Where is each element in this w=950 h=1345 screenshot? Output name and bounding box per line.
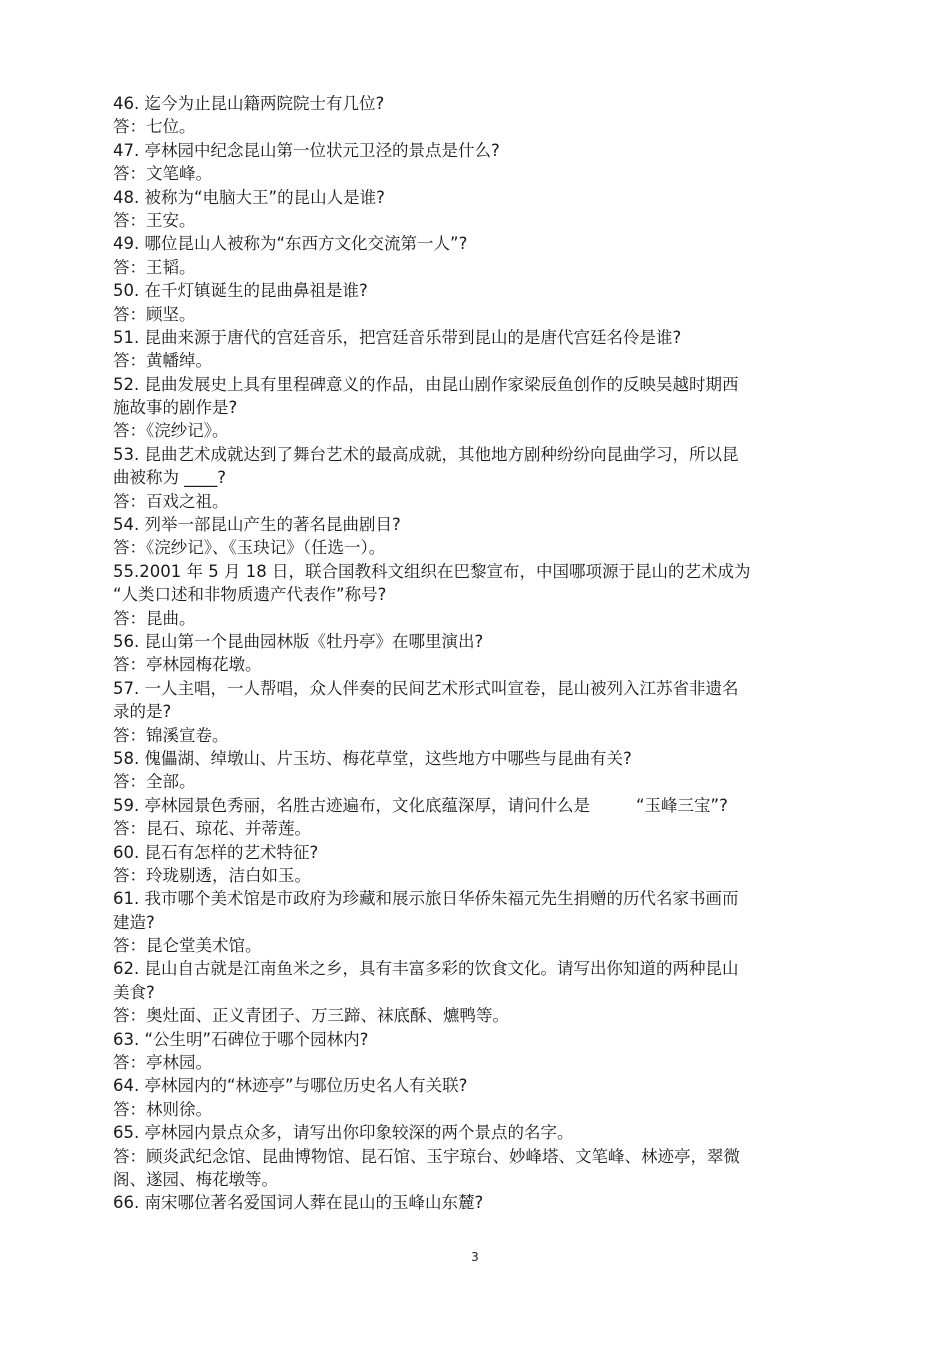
question-54: 54. 列举一部昆山产生的著名昆曲剧目? — [113, 515, 401, 535]
question-57-line-2: 录的是? — [113, 702, 172, 722]
answer-49: 答：王韬。 — [113, 257, 196, 277]
question-49: 49. 哪位昆山人被称为“东西方文化交流第一人”? — [113, 234, 468, 254]
question-48: 48. 被称为“电脑大王”的昆山人是谁? — [113, 187, 385, 207]
answer-47: 答：文笔峰。 — [113, 164, 212, 184]
page-number: 3 — [471, 1250, 479, 1264]
question-59-tail: “玉峰三宝”? — [636, 795, 728, 815]
question-52-line-2: 施故事的剧作是? — [113, 398, 238, 418]
question-59 — [113, 794, 813, 817]
question-59-text: 59. 亭林园景色秀丽，名胜古迹遍布，文化底蕴深厚，请问什么是 — [113, 795, 590, 815]
answer-54: 答：《浣纱记》、《玉玦记》（任选一）。 — [113, 538, 386, 558]
answer-48: 答：王安。 — [113, 210, 196, 230]
qa-content — [113, 92, 813, 1215]
question-65: 65. 亭林园内景点众多，请写出你印象较深的两个景点的名字。 — [113, 1123, 574, 1143]
answer-65-line-2: 阁、遂园、梅花墩等。 — [113, 1169, 278, 1189]
answer-61: 答：昆仑堂美术馆。 — [113, 936, 262, 956]
answer-63: 答：亭林园。 — [113, 1053, 212, 1073]
question-61-line-2: 建造? — [113, 912, 155, 932]
answer-52: 答：《浣纱记》。 — [113, 421, 229, 441]
question-53-line-1: 53. 昆曲艺术成就达到了舞台艺术的最高成就，其他地方剧种纷纷向昆曲学习，所以昆 — [113, 444, 739, 464]
question-64: 64. 亭林园内的“林迹亭”与哪位历史名人有关联? — [113, 1076, 468, 1096]
answer-56: 答：亭林园梅花墩。 — [113, 655, 262, 675]
question-55-line-1: 55.2001 年 5 月 18 日，联合国教科文组织在巴黎宣布，中国哪项源于昆山的艺术成为 — [113, 561, 751, 581]
answer-59: 答：昆石、琼花、并蒂莲。 — [113, 819, 311, 839]
question-58: 58. 傀儡湖、绰墩山、片玉坊、梅花草堂，这些地方中哪些与昆曲有关? — [113, 748, 632, 768]
answer-55: 答：昆曲。 — [113, 608, 196, 628]
answer-46: 答：七位。 — [113, 117, 196, 137]
answer-65-line-1: 答：顾炎武纪念馆、昆曲博物馆、昆石馆、玉宇琼台、妙峰塔、文笔峰、林迹亭，翠微 — [113, 1146, 740, 1166]
question-53-line-2: 曲被称为 ____? — [113, 468, 227, 488]
answer-64: 答：林则徐。 — [113, 1099, 212, 1119]
answer-60: 答：玲珑剔透，洁白如玉。 — [113, 865, 311, 885]
question-55-line-2: “人类口述和非物质遗产代表作”称号? — [113, 585, 387, 605]
answer-53: 答：百戏之祖。 — [113, 491, 229, 511]
question-50: 50. 在千灯镇诞生的昆曲鼻祖是谁? — [113, 281, 368, 301]
answer-57: 答：锦溪宣卷。 — [113, 725, 229, 745]
question-51: 51. 昆曲来源于唐代的宫廷音乐，把宫廷音乐带到昆山的是唐代宫廷名伶是谁? — [113, 327, 682, 347]
answer-51: 答：黄幡绰。 — [113, 351, 212, 371]
question-46: 46. 迄今为止昆山籍两院院士有几位? — [113, 94, 385, 113]
question-52-line-1: 52. 昆曲发展史上具有里程碑意义的作品，由昆山剧作家梁辰鱼创作的反映吴越时期西 — [113, 374, 739, 394]
question-62-line-1: 62. 昆山自古就是江南鱼米之乡，具有丰富多彩的饮食文化。请写出你知道的两种昆山 — [113, 959, 739, 979]
question-60: 60. 昆石有怎样的艺术特征? — [113, 842, 319, 862]
question-66: 66. 南宋哪位著名爱国词人葬在昆山的玉峰山东麓? — [113, 1193, 484, 1213]
question-56: 56. 昆山第一个昆曲园林版《牡丹亭》在哪里演出? — [113, 631, 484, 651]
question-47: 47. 亭林园中纪念昆山第一位状元卫泾的景点是什么? — [113, 140, 500, 160]
answer-62: 答：奥灶面、正义青团子、万三蹄、袜底酥、爊鸭等。 — [113, 1006, 509, 1026]
answer-58: 答：全部。 — [113, 772, 196, 792]
question-62-line-2: 美食? — [113, 982, 155, 1002]
answer-50: 答：顾坚。 — [113, 304, 196, 324]
question-57-line-1: 57. 一人主唱，一人帮唱，众人伴奏的民间艺术形式叫宣卷，昆山被列入江苏省非遗名 — [113, 678, 739, 698]
question-63: 63. “公生明”石碑位于哪个园林内? — [113, 1029, 369, 1049]
question-61-line-1: 61. 我市哪个美术馆是市政府为珍藏和展示旅日华侨朱福元先生捐赠的历代名家书画而 — [113, 889, 739, 909]
